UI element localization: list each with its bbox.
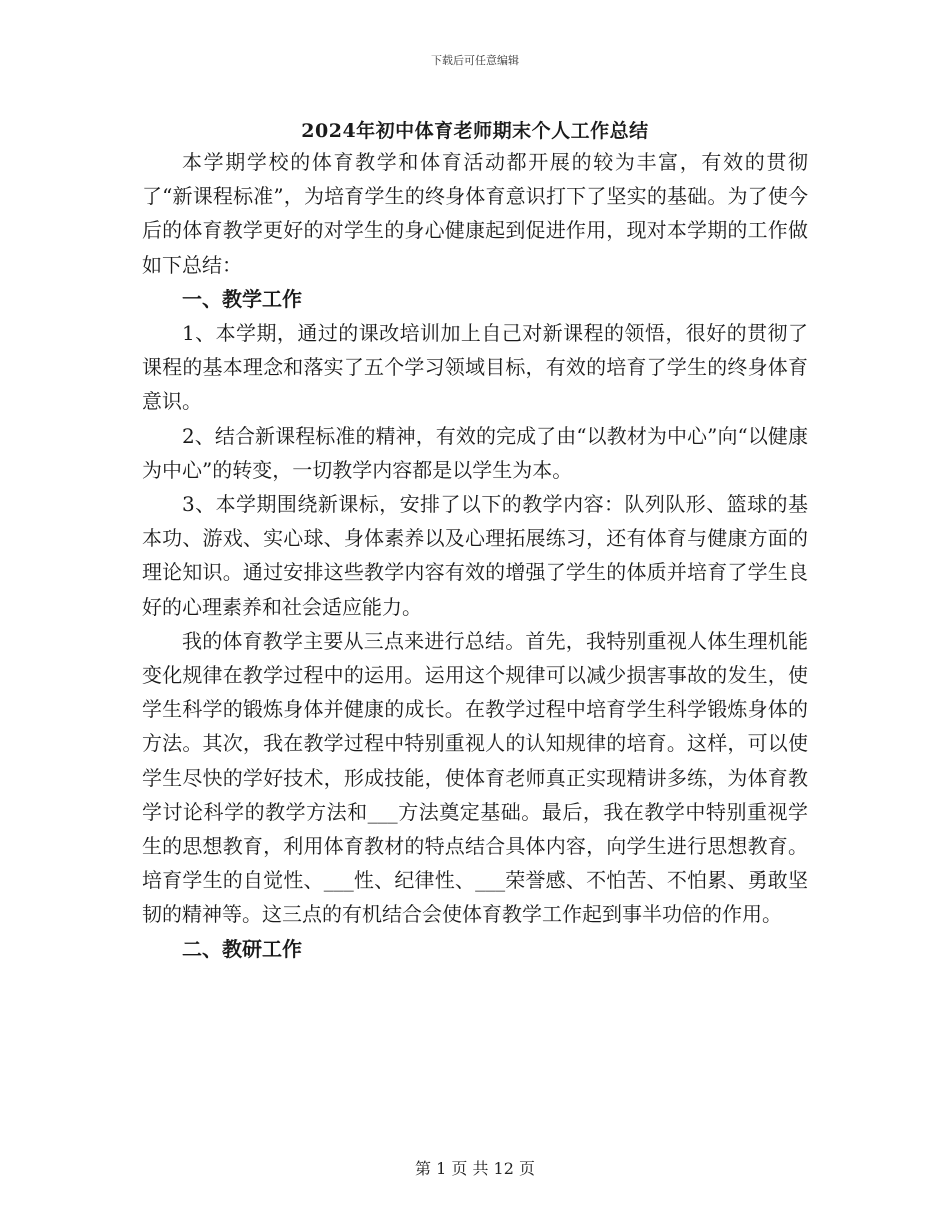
paragraph-summary: 我的体育教学主要从三点来进行总结。首先，我特别重视人体生理机能变化规律在教学过程中的运用。运用这个规律可以减少损害事故的发生，使学生科学的锻炼身体并健康的成长。在教学过程中培育学生科学锻炼身体的方法。其次，我在教学过程中特别重视人的认知规律的培育。这样，可以使学生尽快的学好技术，形成技能，使体育老师真正实现精讲多练，为体育教学讨论科学的教学方法和___方法奠定基础。最后，我在教学中特别重视学生的思想教育，利用体育教材的特点结合具体内容，向学生进行思想教育。培育学生的自觉性、___性、纪律性、___荣誉感、不怕苦、不怕累、勇敢坚韧的精神等。这三点的有机结合会使体育教学工作起到事半功倍的作用。 (142, 628, 808, 927)
page-footer: 第 1 页 共 12 页 (415, 1159, 535, 1178)
paragraph-item-2: 2、结合新课程标准的精神，有效的完成了由“以教材为中心”向“以健康为中心”的转变，一切教学内容都是以学生为本。 (142, 423, 808, 482)
section-heading-teaching: 一、教学工作 (182, 286, 302, 311)
document-body (142, 145, 808, 966)
document-title: 2024年初中体育老师期末个人工作总结 (301, 120, 649, 142)
paragraph-item-1: 1、本学期，通过的课改培训加上自己对新课程的领悟，很好的贯彻了课程的基本理念和落实了五个学习领域目标，有效的培育了学生的终身体育意识。 (142, 321, 808, 414)
section-heading-research: 二、教研工作 (182, 936, 302, 961)
header-note: 下载后可任意编辑 (431, 54, 519, 67)
paragraph-intro: 本学期学校的体育教学和体育活动都开展的较为丰富，有效的贯彻了“新课程标准”，为培育学生的终身体育意识打下了坚实的基础。为了使今后的体育教学更好的对学生的身心健康起到促进作用，现对本学期的工作做如下总结： (142, 150, 808, 277)
paragraph-item-3: 3、本学期围绕新课标，安排了以下的教学内容：队列队形、篮球的基本功、游戏、实心球、身体素养以及心理拓展练习，还有体育与健康方面的理论知识。通过安排这些教学内容有效的增强了学生的体质并培育了学生良好的心理素养和社会适应能力。 (142, 492, 808, 619)
